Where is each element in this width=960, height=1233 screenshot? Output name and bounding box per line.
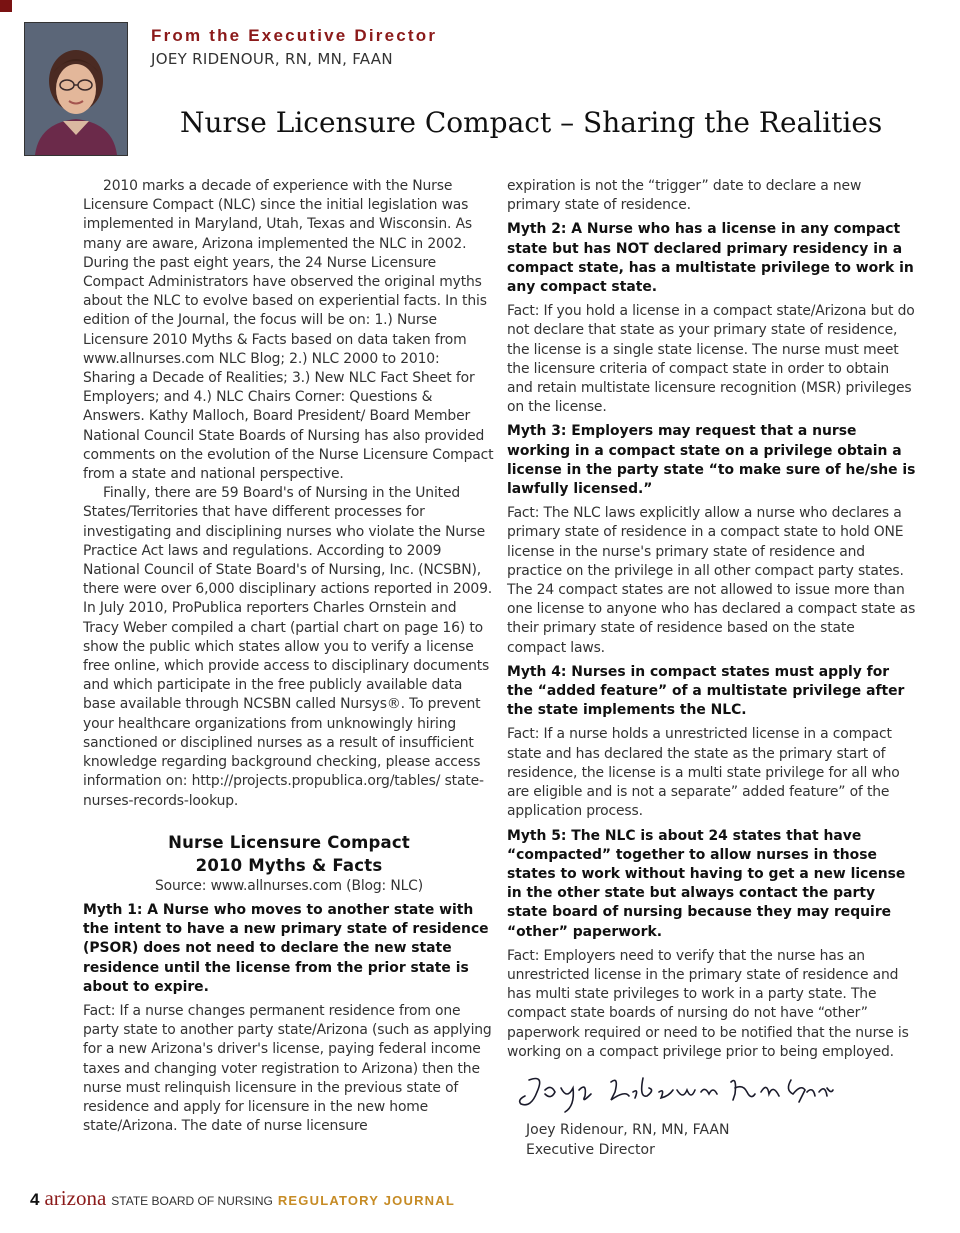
myth-4: Myth 4: Nurses in compact states must apply for the “added feature” of a multistate privilege after the state implements the NLC. (507, 663, 905, 719)
fact-4: Fact: If a nurse holds a unrestricted license in a compact state and has declared the state as the primary start of residence, the license is a multi state privilege for all who are eligible and is not a separate” added feature” of the application process. (507, 726, 900, 820)
page-footer (30, 1186, 455, 1211)
section-heading-line-2: 2010 Myths & Facts (195, 855, 383, 875)
brand-wordmark: arizona (44, 1186, 107, 1210)
page-number: 4 (30, 1190, 40, 1209)
fact-2: Fact: If you hold a license in a compact state/Arizona but do not declare that state as your primary state of residence, the license is a single state license. The nurse must meet the licensure criteria of compact state in order to obtain and retain multistate licensure recognition (MSR) privileges on the license. (507, 303, 915, 416)
myth-1: Myth 1: A Nurse who moves to another state with the intent to have a new primary state of residence (PSOR) does not need to declare the new state residence until the license from the prior state is about to expire. (83, 901, 489, 995)
section-heading-line-1: Nurse Licensure Compact (168, 832, 410, 852)
board-name: STATE BOARD OF NURSING (111, 1194, 273, 1208)
signatory-title: Executive Director (526, 1141, 655, 1158)
intro-paragraph: 2010 marks a decade of experience with the Nurse Licensure Compact (NLC) since the initial legislation was implemented in Maryland, Utah, Texas and Wisconsin. As many are aware, Arizona implemented the NLC in 2002. During the past eight years, the 24 Nurse Licensure Compact Administrators have observed the original myths about the NLC to evolve based on experiential facts. In this edition of the Journal, the focus will be on: 1.) Nurse Licensure 2010 Myths & Facts based on data taken from www.allnurses.com NLC Blog; 2.) NLC 2000 to 2010: Sharing a Decade of Realities; 3.) New NLC Fact Sheet for Employers; and 4.) NLC Chairs Corner: Questions & Answers. Kathy Malloch, Board President/ Board Member National Council State Boards of Nursing has also provided comments on the evolution of the Nurse Licensure Compact from a state and national perspective. (83, 178, 494, 483)
author-name: JOEY RIDENOUR, RN, MN, FAAN (151, 50, 393, 68)
article-title: Nurse Licensure Compact – Sharing the Realities (180, 106, 883, 139)
section-kicker: From the Executive Director (151, 26, 438, 45)
myth-5: Myth 5: The NLC is about 24 states that have “compacted” together to allow nurses in those states to work without having to get a new license in the other state but always contact the party state board of nursing because they may require “other” paperwork. (507, 827, 906, 940)
journal-name: REGULATORY JOURNAL (277, 1193, 455, 1208)
fact-1-continued: expiration is not the “trigger” date to declare a new primary state of residence. (507, 178, 862, 214)
source-line: Source: www.allnurses.com (Blog: NLC) (154, 877, 423, 894)
left-column (83, 177, 495, 1138)
section-heading (83, 831, 495, 877)
director-photo (24, 22, 128, 156)
intro-paragraph-2: Finally, there are 59 Board's of Nursing in the United States/Territories that have different processes for investigating and disciplining nurses who violate the Nurse Practice Act laws and regulations. According to 2009 National Council of State Board's of Nursing, Inc. (NCSBN), there were over 6,000 disciplinary actions reported in 2009. In July 2010, ProPublica reporters Charles Ornstein and Tracy Weber compiled a chart (partial chart on page 16) to show the public which states allow you to verify a license free online, which provide access to disciplinary documents and which participate in the free publicly available data base available through NCSBN called Nursys®. To prevent your healthcare organizations from unknowingly hiring sanctioned or disciplined nurses as a result of insufficient knowledge regarding background checking, please access information on: http://projects.propublica.org/tables/ state-nurses-records-lookup. (83, 485, 493, 809)
corner-accent (0, 0, 12, 12)
signature-block (526, 1121, 729, 1160)
signatory-name: Joey Ridenour, RN, MN, FAAN (526, 1122, 730, 1138)
fact-1: Fact: If a nurse changes permanent residence from one party state to another party state/Arizona (such as applying for a new Arizona's driver's license, paying federal income taxes and changing voter registration to Arizona) then the nurse must relinquish licensure in the previous state of residence and apply for licensure in the new home state/Arizona. The date of nurse licensure (83, 1002, 492, 1135)
fact-5: Fact: Employers need to verify that the nurse has an unrestricted license in the primary state of residence and has multi state privileges to work in a party state. The compact state boards of nursing do not have “other” paperwork required or need to be notified that the nurse is working on a compact privilege prior to being employed. (507, 947, 909, 1060)
myth-3: Myth 3: Employers may request that a nurse working in a compact state on a privilege obtain a license in the party state “to make sure of he/she is lawfully licensed.” (507, 423, 916, 498)
myth-2: Myth 2: A Nurse who has a license in any compact state but has NOT declared primary residency in a compact state, has a multistate privilege to work in any compact state. (507, 221, 914, 296)
signature-image (515, 1070, 835, 1121)
right-column (507, 177, 917, 1064)
fact-3: Fact: The NLC laws explicitly allow a nurse who declares a primary state of residence in a compact state to hold ONE license in the nurse's primary state of residence and practice on the privilege in all other compact party states. The 24 compact states are not allowed to issue more than one license to anyone who has declared a compact state as their primary state of residence based on the state compact laws. (507, 505, 916, 656)
